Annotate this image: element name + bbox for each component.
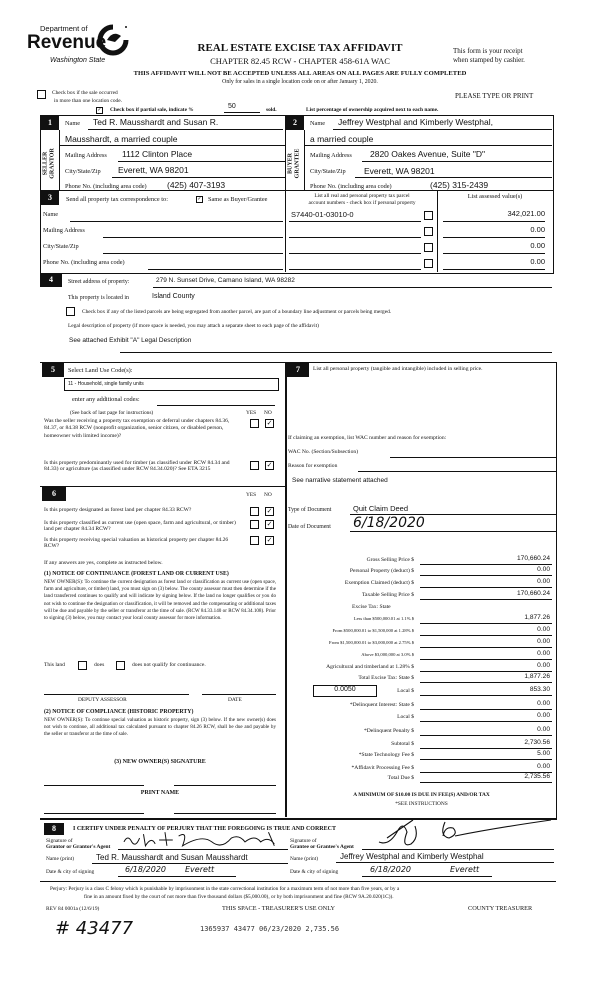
assessed-line — [443, 221, 545, 222]
land-use-value: 11 - Household, single family units — [68, 381, 144, 387]
tax-row-label: Above $3,000,000 at 3.0% $ — [361, 652, 414, 657]
tax-row-value[interactable]: 0.00 — [537, 662, 550, 669]
grantor-date-label: Date & city of signing — [46, 869, 95, 875]
tax-row-label: Personal Property (deduct) $ — [349, 568, 414, 574]
tax-row-value[interactable]: 2,730.56 — [524, 739, 550, 746]
reason-field[interactable] — [358, 471, 556, 472]
deputy-assessor-label: DEPUTY ASSESSOR — [78, 697, 127, 703]
tax-row-value[interactable]: 0.00 — [537, 578, 550, 585]
tax-row-value[interactable]: 0.00 — [537, 638, 550, 645]
local-rate-box[interactable] — [313, 685, 377, 697]
seller-phone-label: Phone No. (including area code) — [65, 183, 147, 190]
sec3-mail-label: Mailing Address — [43, 227, 85, 234]
assessor-date-line[interactable] — [202, 694, 276, 695]
perjury-note-1: Perjury: Perjury is a class C felony which is punishable by imprisonment in the state correctional institution for a maximum term of not more than five years, or by a — [50, 886, 400, 892]
county-treasurer-label: COUNTY TREASURER — [468, 905, 533, 912]
multi-location-label-2: in more than one location code. — [54, 98, 122, 104]
tax-row-value[interactable]: 0.00 — [537, 726, 550, 733]
q-forest-yes[interactable] — [250, 507, 259, 516]
local-rate: 0.0050 — [334, 686, 356, 693]
segregated-label: Check box if any of the listed parcels are being segregated from another parcel, are part of a boundary line adjustment or parcels being merged. — [82, 309, 392, 315]
parcel-header-1: List all real and personal property tax parcel — [314, 193, 410, 199]
q-timber-yes[interactable] — [250, 461, 259, 470]
tax-row-value[interactable]: 170,660.24 — [516, 590, 550, 597]
partial-sale-percent[interactable]: 50 — [228, 103, 236, 110]
new-owner-signature-line-1[interactable] — [44, 785, 144, 786]
no-header-5: NO — [264, 410, 272, 416]
tax-row-label: Exemption Claimed (deduct) $ — [344, 580, 414, 586]
tax-row-value[interactable]: 0.00 — [537, 626, 550, 633]
sections-5-7-divider — [285, 362, 287, 817]
yes-header-5: YES — [246, 410, 257, 416]
print-name-label: PRINT NAME — [140, 790, 180, 796]
grantor-date[interactable]: 6/18/2020 — [125, 865, 167, 874]
tax-row-value[interactable]: 0.00 — [537, 566, 550, 573]
buyer-grantee-label: BUYER GRANTEE — [287, 148, 300, 179]
sec3-phone-label: Phone No. (including area code) — [43, 259, 125, 266]
tax-row-value[interactable]: 0.00 — [537, 700, 550, 707]
notice-continuance-title: (1) NOTICE OF CONTINUANCE (FOREST LAND OR CURRENT USE) — [44, 571, 229, 577]
wac-label: WAC No. (Section/Subsection) — [288, 449, 359, 455]
revenue-logo-text: Revenue — [27, 32, 107, 53]
sold-label: sold. — [266, 107, 277, 113]
tax-row-label: *Affidavit Processing Fee $ — [351, 765, 414, 771]
tax-row-line — [420, 721, 552, 722]
additional-codes-field[interactable] — [157, 405, 275, 406]
personal-property-checkbox[interactable] — [424, 259, 433, 268]
tax-row-line — [420, 759, 552, 760]
q-current-use: Is this property classified as current use (open space, farm and agricultural, or timber) land per chapter 84.34 RCW? — [44, 520, 236, 532]
tax-row-line — [420, 599, 552, 600]
tax-row-label: *State Technology Fee $ — [358, 752, 414, 758]
additional-codes-label: enter any additional codes: — [72, 396, 140, 403]
seller-name-2[interactable]: Mausshardt, a married couple — [65, 134, 178, 144]
grantee-name-line — [336, 862, 554, 863]
certify-heading: I CERTIFY UNDER PENALTY OF PERJURY THAT THE FOREGOING IS TRUE AND CORRECT — [73, 826, 336, 832]
assessed-value[interactable]: 342,021.00 — [507, 209, 545, 218]
print-name-line-2[interactable] — [174, 813, 276, 814]
new-owner-signature-line-2[interactable] — [174, 785, 276, 786]
exemption-label: If claiming an exemption, list WAC number and reason for exemption: — [288, 435, 447, 441]
tax-row-value[interactable]: 0.00 — [537, 763, 550, 770]
does-qualify-checkbox[interactable] — [78, 661, 87, 670]
personal-property-checkbox[interactable] — [424, 243, 433, 252]
doc-type[interactable]: Quit Claim Deed — [353, 504, 409, 513]
parcel-number[interactable]: S7440-01-03010-0 — [291, 210, 354, 219]
seller-mail-line — [118, 161, 285, 162]
buyer-name-line — [333, 129, 552, 130]
tax-row-label: Total Excise Tax: State $ — [358, 675, 414, 681]
tax-row-label: Local $ — [397, 714, 414, 720]
see-instructions: *SEE INSTRUCTIONS — [395, 801, 448, 807]
seller-mail-label: Mailing Address — [65, 152, 107, 159]
q-timber: Is this property predominantly used for timber (as classified under RCW 84.34 and 84.33) or agriculture (as classified under RCW 84.34.020)? See ETA 3215 — [44, 460, 230, 473]
buyer-name-label: Name — [310, 120, 326, 127]
seller-grantor-label: SELLER GRANTOR — [42, 148, 55, 179]
q-exemption-no[interactable]: ✓ — [266, 419, 273, 427]
tax-row-line — [420, 635, 552, 636]
receipt-number: # 43477 — [55, 918, 134, 939]
please-type-label: PLEASE TYPE OR PRINT — [455, 92, 534, 100]
legal-description[interactable]: See attached Exhibit "A" Legal Description — [69, 337, 192, 344]
tax-row-value[interactable]: 853.30 — [529, 686, 550, 693]
date-label: DATE — [228, 697, 242, 703]
doc-type-label: Type of Document — [288, 507, 332, 513]
legal-description-label: Legal description of property (if more space is needed, you may attach a separate sheet to each page of the affidavit) — [68, 323, 319, 329]
section-2-number: 2 — [286, 116, 304, 130]
assessed-value[interactable]: 0.00 — [530, 257, 545, 266]
list-percentage-note: List percentage of ownership acquired next to each name. — [306, 107, 439, 113]
dept-of-label: Department of — [40, 24, 88, 33]
reason-label: Reason for exemption — [288, 463, 338, 469]
tax-row-line — [420, 623, 552, 624]
parcel-divider — [437, 190, 438, 272]
buyer-phone-label: Phone No. (including area code) — [310, 183, 392, 190]
washington-state-label: Washington State — [50, 57, 106, 64]
street-address-label: Street address of property: — [68, 279, 130, 285]
tax-row-label: From $1,500,000.01 to $3,000,000 at 2.75% $ — [329, 640, 414, 645]
form-title: REAL ESTATE EXCISE TAX AFFIDAVIT — [197, 42, 403, 54]
only-for-line: Only for sales in a single location code on or after January 1, 2020. — [222, 79, 378, 85]
grantor-name-label: Name (print) — [46, 856, 74, 862]
q-exemption: Was the seller receiving a property tax exemption or deferral under chapters 84.36, 84.37, or 84.38 RCW (nonprofit organization, senior citizen, or disabled person, homeowner with limited income)? — [44, 418, 230, 439]
notice-compliance-title: (2) NOTICE OF COMPLIANCE (HISTORIC PROPERTY) — [44, 709, 194, 715]
tax-row-label: Total Due $ — [387, 775, 414, 781]
tax-row-line — [420, 587, 552, 588]
assessed-value[interactable]: 0.00 — [530, 225, 545, 234]
grantor-name[interactable]: Ted R. Mausshardt and Susan Mausshardt — [96, 853, 248, 862]
sec3-phone-field[interactable] — [148, 269, 283, 270]
personal-property-checkbox[interactable] — [424, 211, 433, 220]
located-in-label: This property is located in — [68, 295, 129, 301]
no-header-6: NO — [264, 492, 272, 498]
tax-row-label: From $500,000.01 to $1,500,000 at 1.28% $ — [332, 628, 414, 633]
grantor-sig-label-2: Grantor or Grantor's Agent — [46, 844, 111, 850]
wac-field[interactable] — [390, 457, 556, 458]
buyer-mail[interactable]: 2820 Oakes Avenue, Suite "D" — [370, 149, 486, 159]
section-7-number: 7 — [287, 363, 309, 377]
grantor-date-line — [118, 876, 236, 877]
grantee-date-label: Date & city of signing — [290, 869, 339, 875]
doc-date-line — [350, 531, 556, 532]
dor-logo-icon — [97, 24, 129, 56]
tax-row-line — [420, 564, 552, 565]
chapter-line: CHAPTER 82.45 RCW - CHAPTER 458-61A WAC — [210, 56, 390, 66]
personal-property-label: List all personal property (tangible and intangible) included in selling price. — [313, 366, 483, 372]
seller-name-2-line — [60, 145, 285, 146]
tax-row-label: Gross Selling Price $ — [366, 557, 414, 563]
grantee-signature[interactable] — [375, 818, 555, 850]
grantor-sig-label-1: Signature of — [46, 838, 73, 844]
buyer-mail-label: Mailing Address — [310, 152, 352, 159]
receipt-note-2: when stamped by cashier. — [453, 56, 525, 64]
grantee-name[interactable]: Jeffrey Westphal and Kimberly Westphal — [340, 852, 484, 861]
grantee-signature-line — [362, 849, 554, 850]
tax-row-line — [420, 575, 552, 576]
assessed-value[interactable]: 0.00 — [530, 241, 545, 250]
section-5-bottom-line — [40, 486, 285, 487]
tax-row-label: Agricultural and timberland at 1.28% $ — [326, 664, 414, 670]
grantee-date[interactable]: 6/18/2020 — [370, 865, 412, 874]
tax-row-value[interactable]: 2,735.56 — [524, 773, 550, 780]
grantee-name-label: Name (print) — [290, 856, 318, 862]
section3-top-line — [40, 190, 553, 191]
tax-row-line — [420, 682, 552, 683]
warning-line: THIS AFFIDAVIT WILL NOT BE ACCEPTED UNLESS ALL AREAS ON ALL PAGES ARE FULLY COMPLETED — [133, 70, 467, 77]
land-use-label: Select Land Use Code(s): — [68, 367, 133, 374]
land-use-select[interactable] — [64, 378, 279, 391]
buyer-city[interactable]: Everett, WA 98201 — [364, 166, 435, 176]
grantee-city[interactable]: Everett — [450, 865, 480, 874]
assessed-line — [443, 269, 545, 270]
partial-sale-checkbox[interactable]: ✓ — [97, 107, 102, 113]
minimum-note: A MINIMUM OF $10.00 IS DUE IN FEE(S) AND/OR TAX — [353, 792, 490, 798]
parcel-header-2: account numbers - check box if personal property — [308, 200, 416, 206]
q-forest: Is this property designated as forest land per chapter 84.33 RCW? — [44, 507, 192, 513]
seller-mail[interactable]: 1112 Clinton Place — [122, 149, 193, 159]
tax-row-line — [420, 735, 552, 736]
seller-phone[interactable]: (425) 407-3193 — [167, 180, 226, 190]
seller-name-1[interactable]: Ted R. Mausshardt and Susan R. — [93, 117, 219, 127]
perjury-note-2: fine in an amount fixed by the court of not more than five thousand dollars ($5,000.00), or by both imprisonment and fine (RCW 9A.20.020(1C)). — [84, 894, 394, 900]
section-3-number: 3 — [41, 191, 59, 205]
same-as-buyer-label: Same as Buyer/Grantee — [208, 196, 268, 203]
does-not-label: does not qualify for continuance. — [132, 662, 206, 668]
q-historic: Is this property receiving special valuation as historical property per chapter 84.26 RCW? — [44, 537, 229, 549]
section-8-number: 8 — [44, 823, 64, 835]
assessed-line — [443, 237, 545, 238]
legal-description-line — [120, 352, 552, 353]
section-4-number: 4 — [40, 273, 62, 287]
sec3-name-field[interactable] — [70, 221, 283, 222]
buyer-mail-line — [362, 161, 552, 162]
seller-name-line — [88, 129, 283, 130]
tax-row-line — [420, 647, 552, 648]
if-yes-note: If any answers are yes, complete as instructed below. — [44, 560, 163, 566]
grantee-sig-label-2: Grantee or Grantee's Agent — [290, 844, 354, 850]
assessed-header: List assessed value(s) — [467, 193, 523, 200]
seller-city-label: City/State/Zip — [65, 168, 101, 175]
parcel-line — [289, 237, 421, 238]
tax-row-label: *Delinquent Interest: State $ — [349, 702, 414, 708]
section-5-number: 5 — [42, 363, 64, 377]
section-6-number: 6 — [42, 487, 66, 501]
grantor-signature[interactable] — [122, 828, 288, 850]
q-historic-no[interactable]: ✓ — [266, 536, 273, 544]
tax-row-value[interactable]: 0.00 — [537, 650, 550, 657]
grantor-name-line — [92, 863, 288, 864]
buyer-city-label: City/State/Zip — [310, 168, 346, 175]
seller-name-label: Name — [65, 120, 81, 127]
parcel-line — [289, 253, 421, 254]
receipt-note-1: This form is your receipt — [453, 47, 523, 55]
personal-property-checkbox[interactable] — [424, 227, 433, 236]
q-forest-no[interactable]: ✓ — [266, 507, 273, 515]
new-owner-signature-title: (3) NEW OWNER(S) SIGNATURE — [114, 759, 206, 765]
buyer-city-line — [355, 177, 552, 178]
q-exemption-yes[interactable] — [250, 419, 259, 428]
q-historic-yes[interactable] — [250, 536, 259, 545]
tax-row-value[interactable]: 1,877.26 — [524, 673, 550, 680]
segregated-checkbox[interactable] — [66, 307, 75, 316]
buyer-phone[interactable]: (425) 315-2439 — [430, 180, 489, 190]
treasurer-space-label: THIS SPACE - TREASURER'S USE ONLY — [222, 905, 335, 912]
partial-percent-line — [224, 112, 260, 113]
county[interactable]: Island County — [152, 293, 195, 300]
q-current-use-yes[interactable] — [250, 520, 259, 529]
cashier-stamp: 1365937 43477 06/23/2020 2,735.56 — [200, 925, 340, 933]
q-current-use-no[interactable]: ✓ — [266, 520, 273, 528]
buyer-name-1[interactable]: Jeffrey Westphal and Kimberly Westphal, — [338, 117, 493, 127]
sec3-city-label: City/State/Zip — [43, 243, 79, 250]
tax-row-line — [420, 782, 552, 783]
tax-row-line — [420, 671, 552, 672]
tax-row-line — [420, 748, 552, 749]
doc-date[interactable]: 6/18/2020 — [353, 515, 425, 531]
tax-row-line — [420, 695, 552, 696]
section-8-bottom-line — [40, 881, 556, 882]
grantor-signature-line — [118, 849, 288, 850]
parcel-line — [289, 221, 421, 222]
doc-date-label: Date of Document — [288, 524, 331, 530]
grantee-sig-label-1: Signature of — [290, 838, 317, 844]
tax-row-label: Local $ — [397, 688, 414, 694]
partial-sale-label: Check box if partial sale, indicate % — [110, 107, 194, 113]
street-address[interactable]: 279 N. Sunset Drive, Camano Island, WA 98282 — [156, 277, 295, 284]
same-as-buyer-checkbox[interactable]: ✓ — [197, 196, 202, 202]
sec3-name-label: Name — [43, 211, 59, 218]
tax-row-label: Less than $500,000.01 at 1.1% $ — [353, 616, 414, 621]
tax-row-label: Subtotal $ — [391, 741, 414, 747]
deputy-assessor-line[interactable] — [44, 694, 189, 695]
notice-compliance-text: NEW OWNER(S): To continue special valuation as historic property, sign (3) below. If the new owner(s) does not wish to continue, all additional tax calculated pursuant to chapter 84.26 RCW, shall be due and payable by the seller or transferor at the time of sale. — [44, 717, 276, 738]
buyer-side-divider — [304, 130, 305, 190]
parcel-line — [289, 269, 421, 270]
tax-row-value[interactable]: 1,877.26 — [524, 614, 550, 621]
does-label: does — [94, 662, 105, 668]
form-revision: REV 84 0001a (12/6/19) — [46, 906, 100, 912]
notice-continuance-text: NEW OWNER(S): To continue the current designation as forest land or classification as current use (open space, farm and agriculture, or timber) land, you must sign on (3) below. The county assessor must then determine if the land transferred continues to qualify and will indicate by signing below. If the land no longer qualifies or you do not wish to continue the designation or classification, it will be removed and the compensating or additional taxes will be due and payable by the seller or transferor at the time of sale. (RCW 84.33.140 or RCW 84.34.108). Prior to signing (3) below, you may contact your local county assessor for more information. — [44, 579, 276, 622]
tax-row-label: Excise Tax: State — [352, 604, 391, 610]
sec3-city-field[interactable] — [103, 253, 283, 254]
parties-divider — [285, 115, 286, 272]
tax-row-value[interactable]: 0.00 — [537, 712, 550, 719]
tax-row-value[interactable]: 5.00 — [537, 750, 550, 757]
tax-row-value[interactable]: 170,660.24 — [516, 555, 550, 562]
buyer-name-2-line — [305, 145, 552, 146]
section-1-number: 1 — [41, 116, 59, 130]
street-address-line — [153, 287, 552, 288]
seller-side-divider — [59, 130, 60, 190]
grantee-date-line — [362, 876, 492, 877]
q-timber-no[interactable]: ✓ — [266, 461, 273, 469]
narrative-note[interactable]: See narrative statement attached — [292, 477, 388, 484]
tax-row-line — [420, 659, 552, 660]
sec3-mail-field[interactable] — [103, 237, 283, 238]
yes-header-6: YES — [246, 492, 257, 498]
this-land-label: This land — [44, 662, 65, 668]
tax-row-label: Taxable Selling Price $ — [362, 592, 414, 598]
print-name-line-1[interactable] — [44, 813, 144, 814]
see-back-note: (See back of last page for instructions) — [70, 410, 154, 416]
tax-row-line — [420, 709, 552, 710]
buyer-name-2[interactable]: a married couple — [310, 134, 374, 144]
multi-location-checkbox[interactable] — [37, 90, 46, 99]
tax-row-label: *Delinquent Penalty $ — [363, 728, 414, 734]
assessed-line — [443, 253, 545, 254]
seller-city-line — [112, 177, 285, 178]
send-correspondence-label: Send all property tax correspondence to: — [66, 196, 168, 203]
multi-location-label-1: Check box if the sale occurred — [52, 90, 118, 96]
grantor-city[interactable]: Everett — [185, 865, 215, 874]
does-not-qualify-checkbox[interactable] — [116, 661, 125, 670]
seller-city[interactable]: Everett, WA 98201 — [118, 165, 189, 175]
